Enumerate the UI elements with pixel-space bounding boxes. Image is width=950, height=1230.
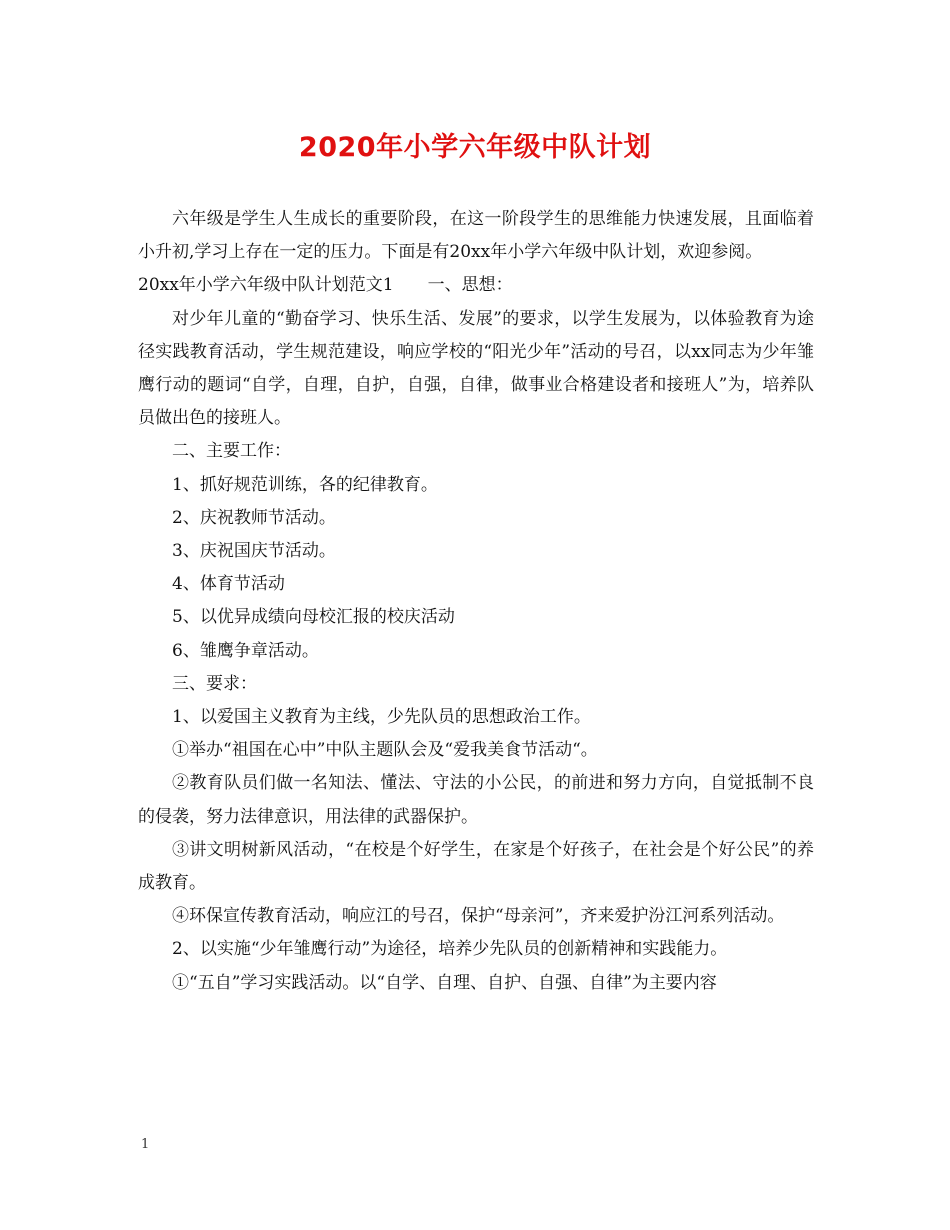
document-title: 2020年小学六年级中队计划	[298, 132, 652, 163]
page-number: 1	[141, 1137, 150, 1152]
list-item: 1、以爱国主义教育为主线，少先队员的思想政治工作。	[172, 707, 591, 728]
list-item: ④环保宣传教育活动，响应江的号召，保护“母亲河”，齐来爱护汾江河系列活动。	[172, 906, 785, 927]
paragraph-heading-main-work: 二、主要工作：	[172, 441, 291, 462]
list-item: ①“五自”学习实践活动。以“自学、自理、自护、自强、自律”为主要内容	[172, 972, 717, 993]
paragraph-thought: 对少年儿童的“勤奋学习、快乐生活、发展”的要求，以学生发展为，以体验教育为途径实践教育活动，学生规范建设，响应学校的“阳光少年”活动的号召，以xx同志为少年雏鹰行动的题词“自学，自理，自护，自强，自律，做事业合格建设者和接班人”为，培养队员做出色的接班人。	[138, 308, 814, 429]
document-body	[138, 203, 814, 1000]
list-item: 5、以优异成绩向母校汇报的校庆活动	[172, 607, 455, 628]
list-item: 6、雏鹰争章活动。	[172, 640, 319, 661]
paragraph-intro: 六年级是学生人生成长的重要阶段，在这一阶段学生的思维能力快速发展，且面临着小升初,学习上存在一定的压力。下面是有20xx年小学六年级中队计划，欢迎参阅。	[138, 209, 814, 263]
list-item: ①举办“祖国在心中”中队主题队会及“爱我美食节活动“。	[172, 740, 598, 761]
list-item: ②教育队员们做一名知法、懂法、守法的小公民，的前进和努力方向，自觉抵制不良的侵袭，努力法律意识，用法律的武器保护。	[138, 773, 814, 827]
list-item: 4、体育节活动	[172, 574, 285, 595]
paragraph-section-heading-1: 20xx年小学六年级中队计划范文1 一、思想：	[138, 275, 513, 296]
list-item: 2、庆祝教师节活动。	[172, 507, 336, 528]
list-item: 1、抓好规范训练，各的纪律教育。	[172, 474, 438, 495]
list-item: 3、庆祝国庆节活动。	[172, 541, 336, 562]
paragraph-heading-requirements: 三、要求：	[172, 673, 257, 694]
list-item: 2、以实施“少年雏鹰行动”为途径，培养少先队员的创新精神和实践能力。	[172, 939, 728, 960]
list-item: ③讲文明树新风活动，“在校是个好学生，在家是个好孩子，在社会是个好公民”的养成教育。	[138, 839, 814, 894]
